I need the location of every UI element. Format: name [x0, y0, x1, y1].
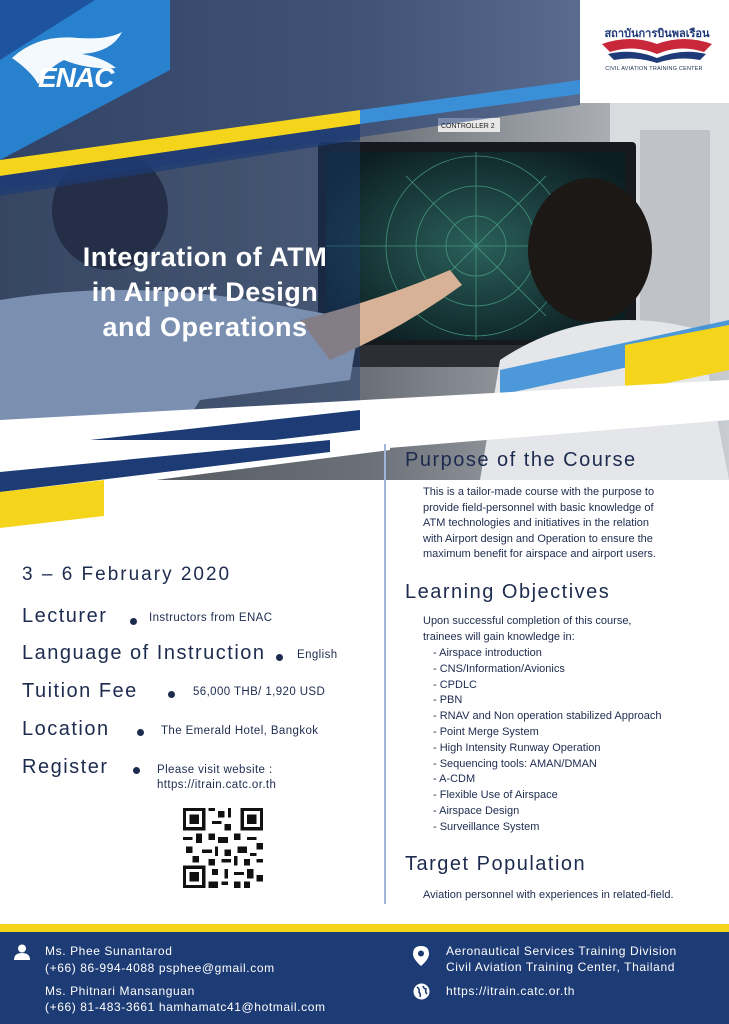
lecturer-value: Instructors from ENAC	[149, 612, 273, 624]
location-value: The Emerald Hotel, Bangkok	[161, 725, 319, 737]
fee-value: 56,000 THB/ 1,920 USD	[193, 686, 326, 698]
list-item: - Airspace Design	[433, 804, 520, 817]
target-heading: Target Population	[405, 853, 587, 875]
target-text: Aviation personnel with experiences in related-field.	[423, 889, 674, 901]
lecturer-label: Lecturer	[22, 605, 108, 627]
column-divider	[384, 444, 386, 904]
catc-logo-thai: สถาบันการบินพลเรือน	[604, 28, 710, 40]
course-title-line: Integration of ATM	[82, 242, 328, 272]
org-line1: Aeronautical Services Training Division	[446, 944, 677, 958]
location-pin-icon	[413, 946, 429, 966]
purpose-text	[423, 485, 713, 563]
course-title-line: and Operations	[102, 312, 308, 342]
contact1-details[interactable]: (+66) 86-994-4088 psphee@gmail.com	[45, 961, 275, 975]
list-item: - Point Merge System	[433, 725, 539, 738]
enac-logo-text: ENAC	[38, 62, 114, 93]
footer-accent-bar	[0, 924, 729, 932]
purpose-line: maximum benefit for airspace and airport users.	[423, 548, 656, 560]
register-value-line1: Please visit website :	[157, 764, 273, 776]
contact2-details[interactable]: (+66) 81-483-3661 hamhamatc41@hotmail.com	[45, 1000, 326, 1014]
objectives-intro-line: Upon successful completion of this course,	[423, 615, 632, 627]
register-website-link[interactable]: https://itrain.catc.or.th	[157, 779, 277, 791]
objectives-list	[433, 646, 662, 836]
list-item: - RNAV and Non operation stabilized Approach	[433, 710, 662, 723]
bullet-dot	[276, 654, 283, 661]
purpose-line: ATM technologies and initiatives in the relation	[423, 517, 650, 529]
list-item: - Flexible Use of Airspace	[433, 789, 558, 802]
purpose-heading: Purpose of the Course	[405, 449, 637, 471]
person-icon	[13, 944, 31, 960]
course-date: 3 – 6 February 2020	[22, 564, 232, 585]
bullet-dot	[168, 691, 175, 698]
qr-code[interactable]	[183, 808, 263, 888]
fee-label: Tuition Fee	[22, 680, 138, 702]
purpose-line: provide field-personnel with basic knowledge of	[423, 501, 654, 514]
contact1-name: Ms. Phee Sunantarod	[45, 944, 173, 958]
bullet-dot	[130, 618, 137, 625]
course-title	[40, 240, 370, 345]
purpose-line: with Airport design and Operation to ensure the	[423, 532, 653, 545]
language-value: English	[297, 649, 338, 661]
list-item: - Airspace introduction	[433, 647, 542, 659]
list-item: - High Intensity Runway Operation	[433, 741, 601, 754]
globe-icon	[413, 983, 430, 1000]
org-line2: Civil Aviation Training Center, Thailand	[446, 960, 676, 974]
bullet-dot	[137, 729, 144, 736]
contact2-name: Ms. Phitnari Mansanguan	[45, 984, 195, 998]
footer-website-link[interactable]: https://itrain.catc.or.th	[446, 984, 576, 998]
language-label: Language of Instruction	[22, 642, 266, 664]
course-title-line: in Airport Design	[91, 277, 319, 307]
list-item: - PBN	[433, 694, 463, 707]
list-item: - CPDLC	[433, 678, 478, 691]
objectives-heading: Learning Objectives	[405, 581, 611, 603]
location-label: Location	[22, 718, 110, 740]
list-item: - Surveillance System	[433, 820, 540, 833]
purpose-line: This is a tailor-made course with the purpose to	[423, 486, 655, 498]
list-item: - A-CDM	[433, 773, 476, 786]
list-item: - CNS/Information/Avionics	[433, 662, 565, 675]
catc-logo-english: CIVIL AVIATION TRAINING CENTER	[605, 66, 703, 72]
monitor-label: CONTROLLER 2	[441, 123, 495, 130]
objectives-intro-line: trainees will gain knowledge in:	[423, 630, 575, 643]
register-label: Register	[22, 756, 109, 778]
objectives-intro	[423, 614, 713, 645]
list-item: - Sequencing tools: AMAN/DMAN	[433, 757, 597, 770]
decorative-stripes	[0, 440, 390, 540]
bullet-dot	[133, 767, 140, 774]
